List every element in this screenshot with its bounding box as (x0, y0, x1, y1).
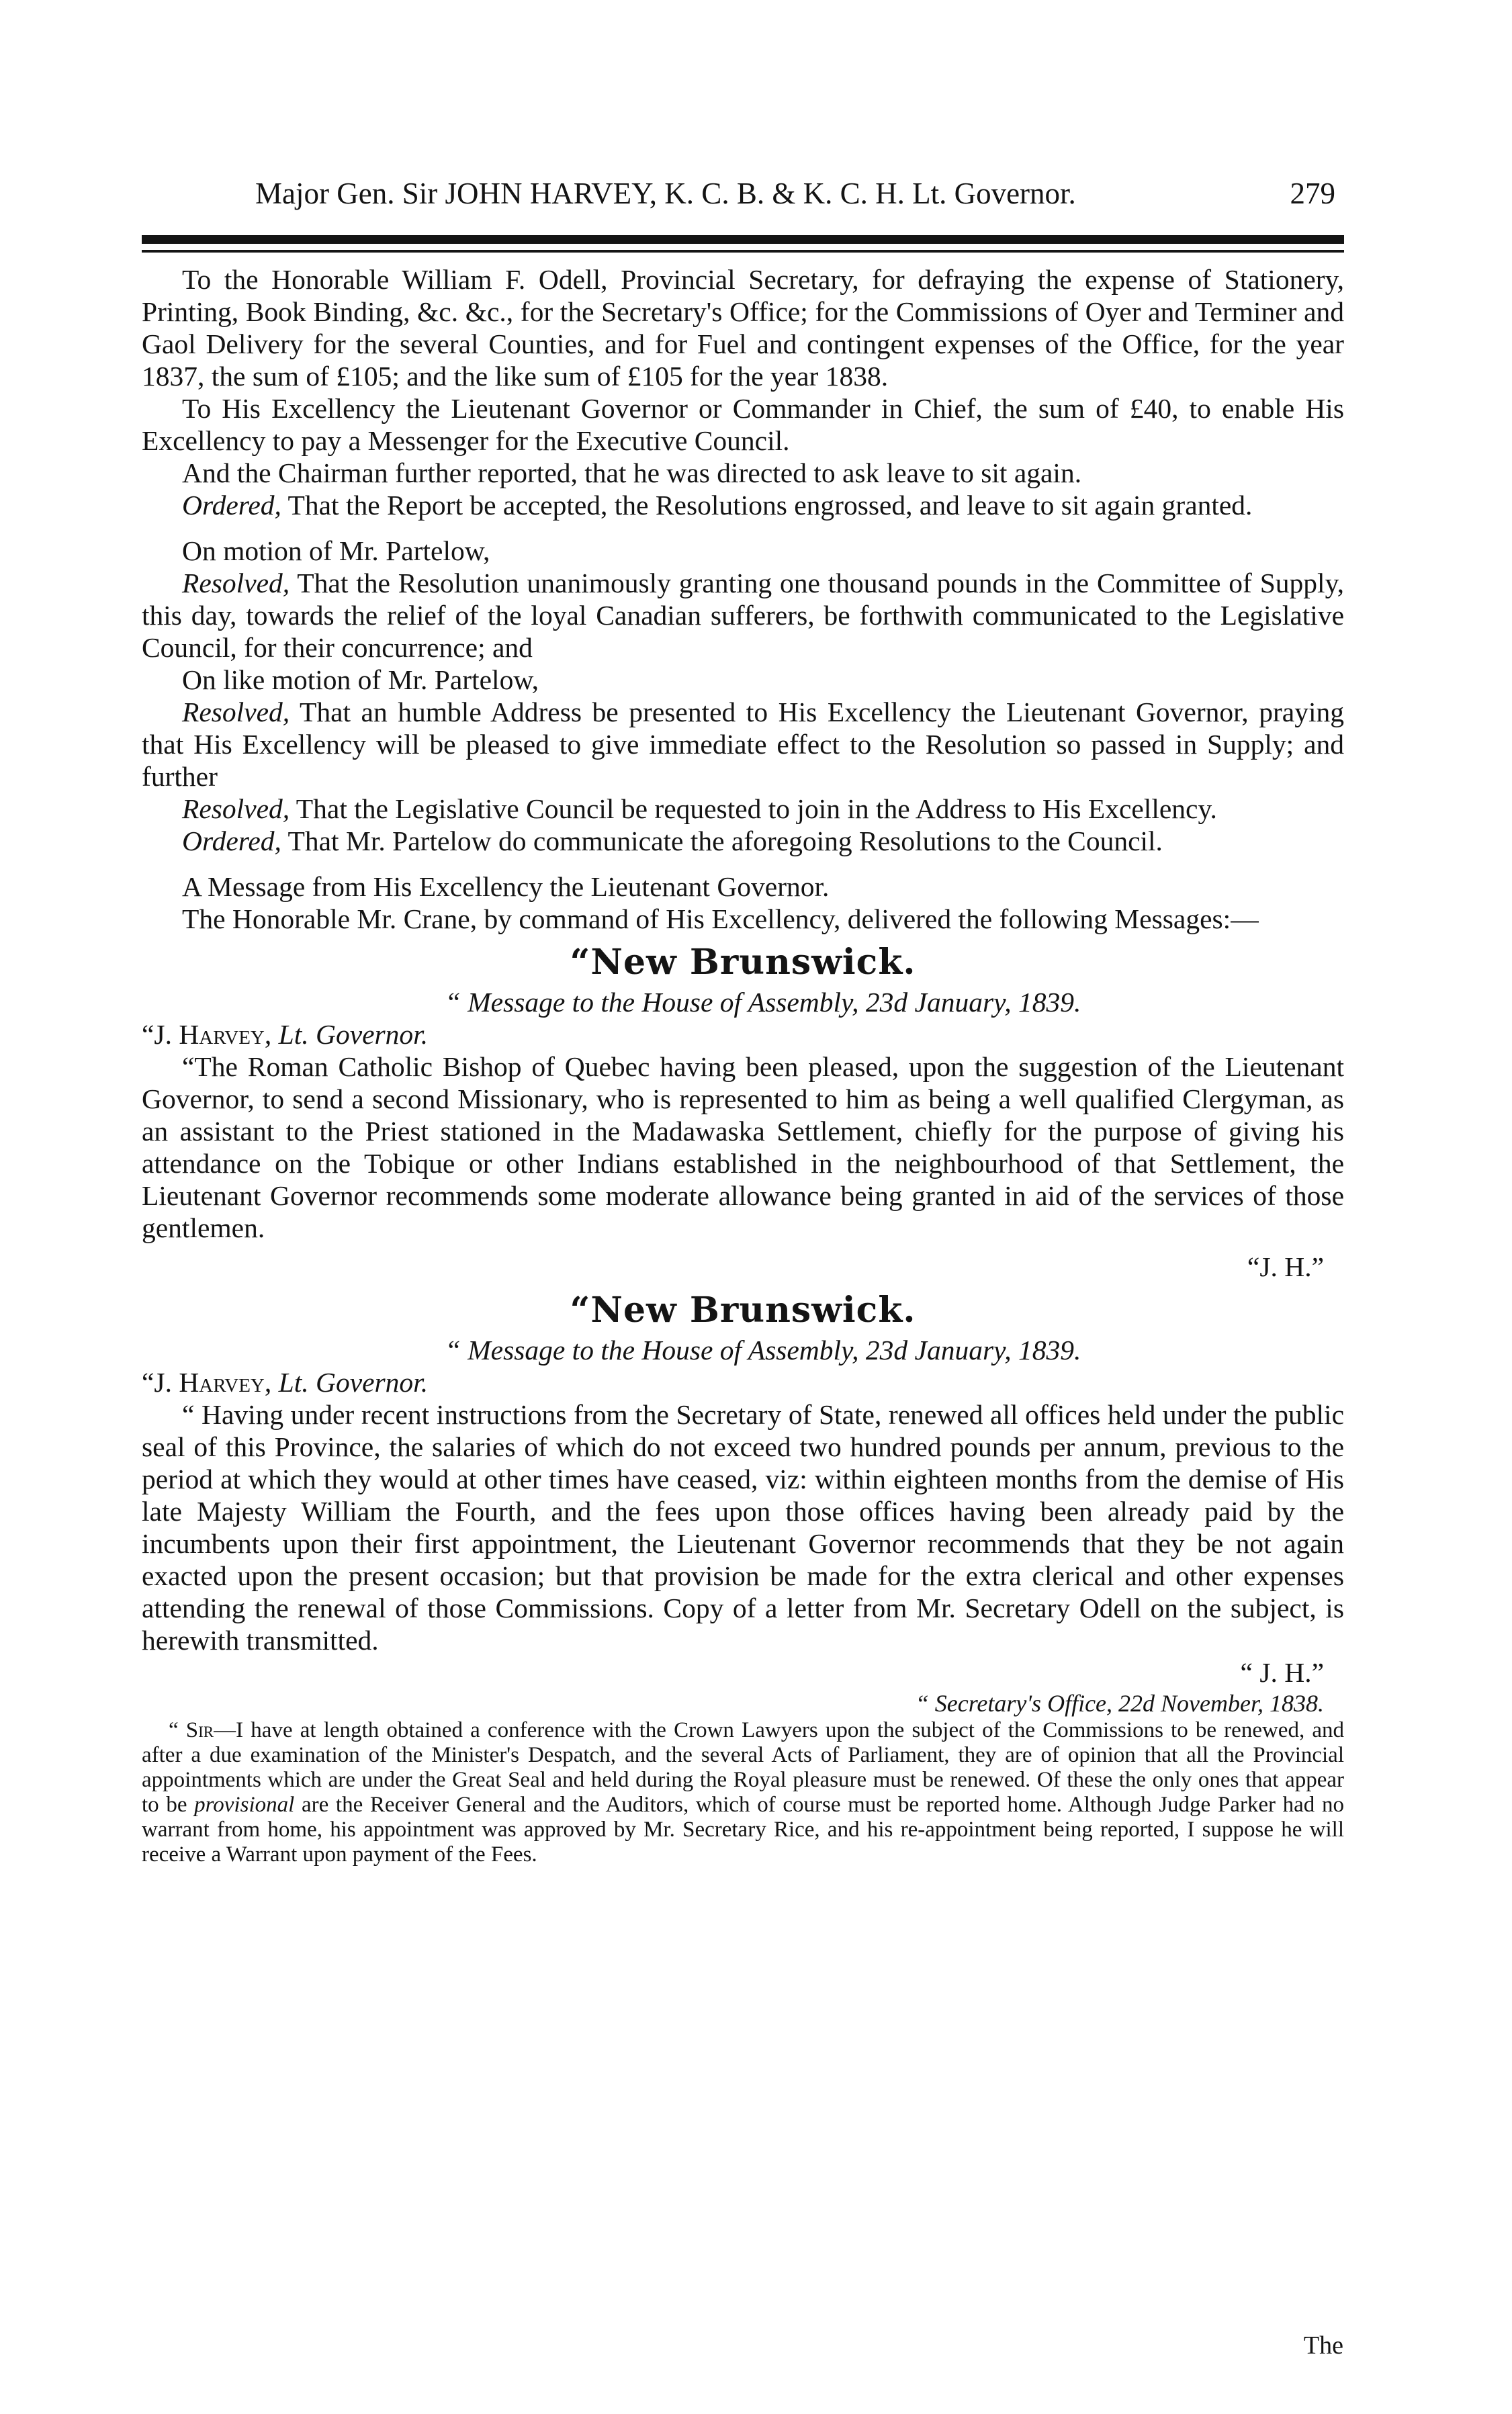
message2-text: “ Having under recent instructions from the Secretary of State, renewed all offices held under the public seal of this Province, the salaries of which do not exceed two hundred pounds per annum, previous to the period at which they would at other times have ceased, viz: within eighteen months from the demise of His late Majesty William the Fourth, and the fees upon those offices having been already paid by the incumbents upon their first appointment, the Lieutenant Governor recommends that they be not again exacted upon the present occasion; but that provision be made for the extra clerical and other expenses attending the renewal of those Commissions. Copy of a letter from Mr. Secretary Odell on the subject, is herewith transmitted. (142, 1399, 1344, 1656)
letter-block (142, 1689, 1344, 1867)
paragraph-stationery-grant: To the Honorable William F. Odell, Provincial Secretary, for defraying the expense of Stationery, Printing, Book Binding, &c. &c., for the Secretary's Office; for the Commissions of Oyer and Terminer and Gaol Delivery for the several Counties, and for Fuel and contingent expenses of the Office, for the year 1837, the sum of £105; and the like sum of £105 for the year 1838. (142, 264, 1344, 392)
resolved-text: That the Resolution unanimously granting one thousand pounds in the Committee of Supply, this day, towards the relief of the loyal Canadian sufferers, be forthwith communicated to the Legislative Council, for their concurrence; and (142, 568, 1344, 663)
resolved-label: Resolved, (182, 793, 290, 824)
paragraph-resolved-relief (142, 567, 1344, 664)
paragraph-resolved-council (142, 793, 1344, 825)
paragraph-message-announcement: A Message from His Excellency the Lieutenant Governor. (182, 871, 830, 902)
message2-subtitle: “ Message to the House of Assembly, 23d January, 1839. (445, 1335, 1081, 1366)
letter-dateline: “ Secretary's Office, 22d November, 1838. (915, 1690, 1324, 1717)
ordered-label: Ordered, (182, 825, 281, 856)
ordered-label: Ordered, (182, 490, 281, 521)
letter-text-b: are the Receiver General and the Auditors, which of course must be reported home. Although Judge Parker had no warrant from home, his appointment was approved by Mr. Secretary Rice, and his re-appointment being reported, I suppose he will receive a Warrant upon payment of the Fees. (142, 1793, 1344, 1867)
body-text (142, 263, 1344, 1867)
message1-initials: “J. H.” (1247, 1251, 1324, 1282)
paragraph-messenger-grant: To His Excellency the Lieutenant Governor or Commander in Chief, the sum of £40, to enable His Excellency to pay a Messenger for the Executive Council. (142, 393, 1344, 456)
ordered-text: That the Report be accepted, the Resolutions engrossed, and leave to sit again granted. (281, 490, 1253, 521)
letter-text-a: —I have at length obtained a conference with the Crown Lawyers upon the subject of the Commissions to be renewed, and after a due examination of the Minister's Despatch, and the several Acts of Parliament, they are of opinion that all the Provincial appointments which are under the Great Seal and held during the Royal pleasure must be renewed. Of these the only ones that appear to be (142, 1718, 1344, 1817)
paragraph-crane-delivered: The Honorable Mr. Crane, by command of His Excellency, delivered the following Messages:— (182, 903, 1259, 934)
running-header (255, 176, 1335, 211)
ordered-text: That Mr. Partelow do communicate the aforegoing Resolutions to the Council. (281, 825, 1163, 856)
header-rule-thick (142, 235, 1344, 244)
paragraph-motion-partelow: On motion of Mr. Partelow, (182, 535, 490, 566)
letter-salutation: “ Sir (169, 1718, 214, 1742)
signer-title: Lt. Governor. (271, 1019, 429, 1050)
page-number: 279 (1290, 177, 1335, 210)
signer-name: “J. Harvey, (142, 1019, 272, 1050)
letter-text (142, 1718, 1344, 1867)
message1-text: “The Roman Catholic Bishop of Quebec having been pleased, upon the suggestion of the Lieutenant Governor, to send a second Missionary, who is represented to him as being a well qualified Clergyman, as an assistant to the Priest stationed in the Madawaska Settlement, chiefly for the purpose of giving his attendance on the Tobique or other Indians established in the neighbourhood of that Settlement, the Lieutenant Governor recommends some moderate allowance being granted in aid of the services of those gentlemen. (142, 1051, 1344, 1243)
header-rule-thin (142, 250, 1344, 253)
resolved-text: That an humble Address be presented to His Excellency the Lieutenant Governor, praying that His Excellency will be pleased to give immediate effect to the Resolution so passed in Supply; and further (142, 697, 1344, 792)
message1-signer (142, 1018, 1344, 1050)
message1-subtitle: “ Message to the House of Assembly, 23d January, 1839. (445, 987, 1081, 1018)
paragraph-chairman-report: And the Chairman further reported, that he was directed to ask leave to sit again. (182, 457, 1082, 488)
message2-heading: “New Brunswick. (570, 1290, 916, 1331)
signer-name: “J. Harvey, (142, 1367, 272, 1398)
letter-text-em: provisional (194, 1793, 295, 1817)
paragraph-ordered-communicate (142, 825, 1344, 857)
paragraph-like-motion: On like motion of Mr. Partelow, (182, 664, 539, 695)
paragraph-report-ordered (142, 489, 1344, 521)
running-title: Major Gen. Sir JOHN HARVEY, K. C. B. & K. C. H. Lt. Governor. (255, 177, 1076, 210)
catchword: The (1303, 2331, 1343, 2360)
resolved-label: Resolved, (182, 697, 290, 727)
message1-heading: “New Brunswick. (570, 942, 916, 983)
message2-initials: “ J. H.” (1240, 1657, 1324, 1688)
resolved-text: That the Legislative Council be requested to join in the Address to His Excellency. (290, 793, 1217, 824)
message2-signer (142, 1366, 1344, 1398)
paragraph-resolved-address (142, 696, 1344, 793)
signer-title: Lt. Governor. (271, 1367, 429, 1398)
resolved-label: Resolved, (182, 568, 290, 598)
